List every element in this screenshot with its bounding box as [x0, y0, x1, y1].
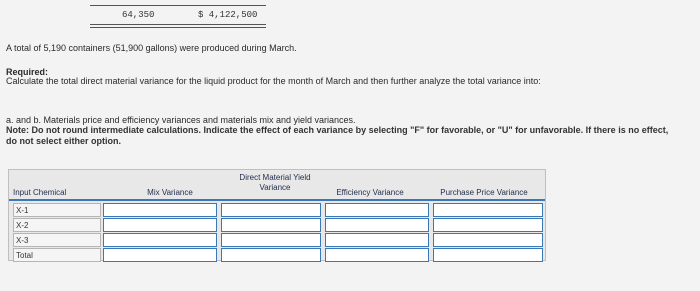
top-left-value: 64,350: [122, 10, 155, 20]
mix-variance-input[interactable]: [103, 233, 217, 247]
divider: [90, 24, 266, 25]
mix-variance-input[interactable]: [103, 203, 217, 217]
mix-variance-input[interactable]: [103, 248, 217, 262]
efficiency-variance-input[interactable]: [325, 233, 429, 247]
efficiency-variance-input[interactable]: [325, 203, 429, 217]
header-input-chemical: Input Chemical: [13, 188, 67, 197]
intro-text: A total of 5,190 containers (51,900 gallons) were produced during March.: [6, 43, 297, 53]
top-right-value: $ 4,122,500: [198, 10, 258, 20]
part-ab-text: a. and b. Materials price and efficiency variances and materials mix and yield variances.: [6, 115, 356, 125]
divider: [90, 5, 266, 6]
header-mix-variance: Mix Variance: [147, 188, 193, 197]
row-label-x1: X-1: [13, 203, 101, 217]
header-divider: [9, 199, 545, 201]
header-yield-variance: Direct Material Yield Variance: [239, 173, 311, 192]
mix-variance-input[interactable]: [103, 218, 217, 232]
yield-variance-input[interactable]: [221, 218, 321, 232]
row-label-x3: X-3: [13, 233, 101, 247]
price-variance-input[interactable]: [433, 233, 543, 247]
yield-variance-input[interactable]: [221, 233, 321, 247]
variance-table: [8, 169, 546, 261]
price-variance-input[interactable]: [433, 203, 543, 217]
yield-variance-input[interactable]: [221, 248, 321, 262]
divider: [90, 27, 266, 28]
efficiency-variance-input[interactable]: [325, 218, 429, 232]
header-price-variance: Purchase Price Variance: [440, 188, 528, 197]
required-heading: Required:: [6, 67, 49, 77]
note-text: Note: Do not round intermediate calculations. Indicate the effect of each variance by selecting "F" for favorable, or "U" for unfavorable. If there is no effect, do not select either option.: [6, 125, 669, 146]
yield-variance-input[interactable]: [221, 203, 321, 217]
top-totals: [90, 2, 266, 24]
efficiency-variance-input[interactable]: [325, 248, 429, 262]
row-label-x2: X-2: [13, 218, 101, 232]
header-efficiency-variance: Efficiency Variance: [336, 188, 404, 197]
price-variance-input[interactable]: [433, 218, 543, 232]
row-label-total: Total: [13, 248, 101, 262]
price-variance-input[interactable]: [433, 248, 543, 262]
required-body: Calculate the total direct material variance for the liquid product for the month of March and then further analyze the total variance into:: [6, 76, 541, 86]
